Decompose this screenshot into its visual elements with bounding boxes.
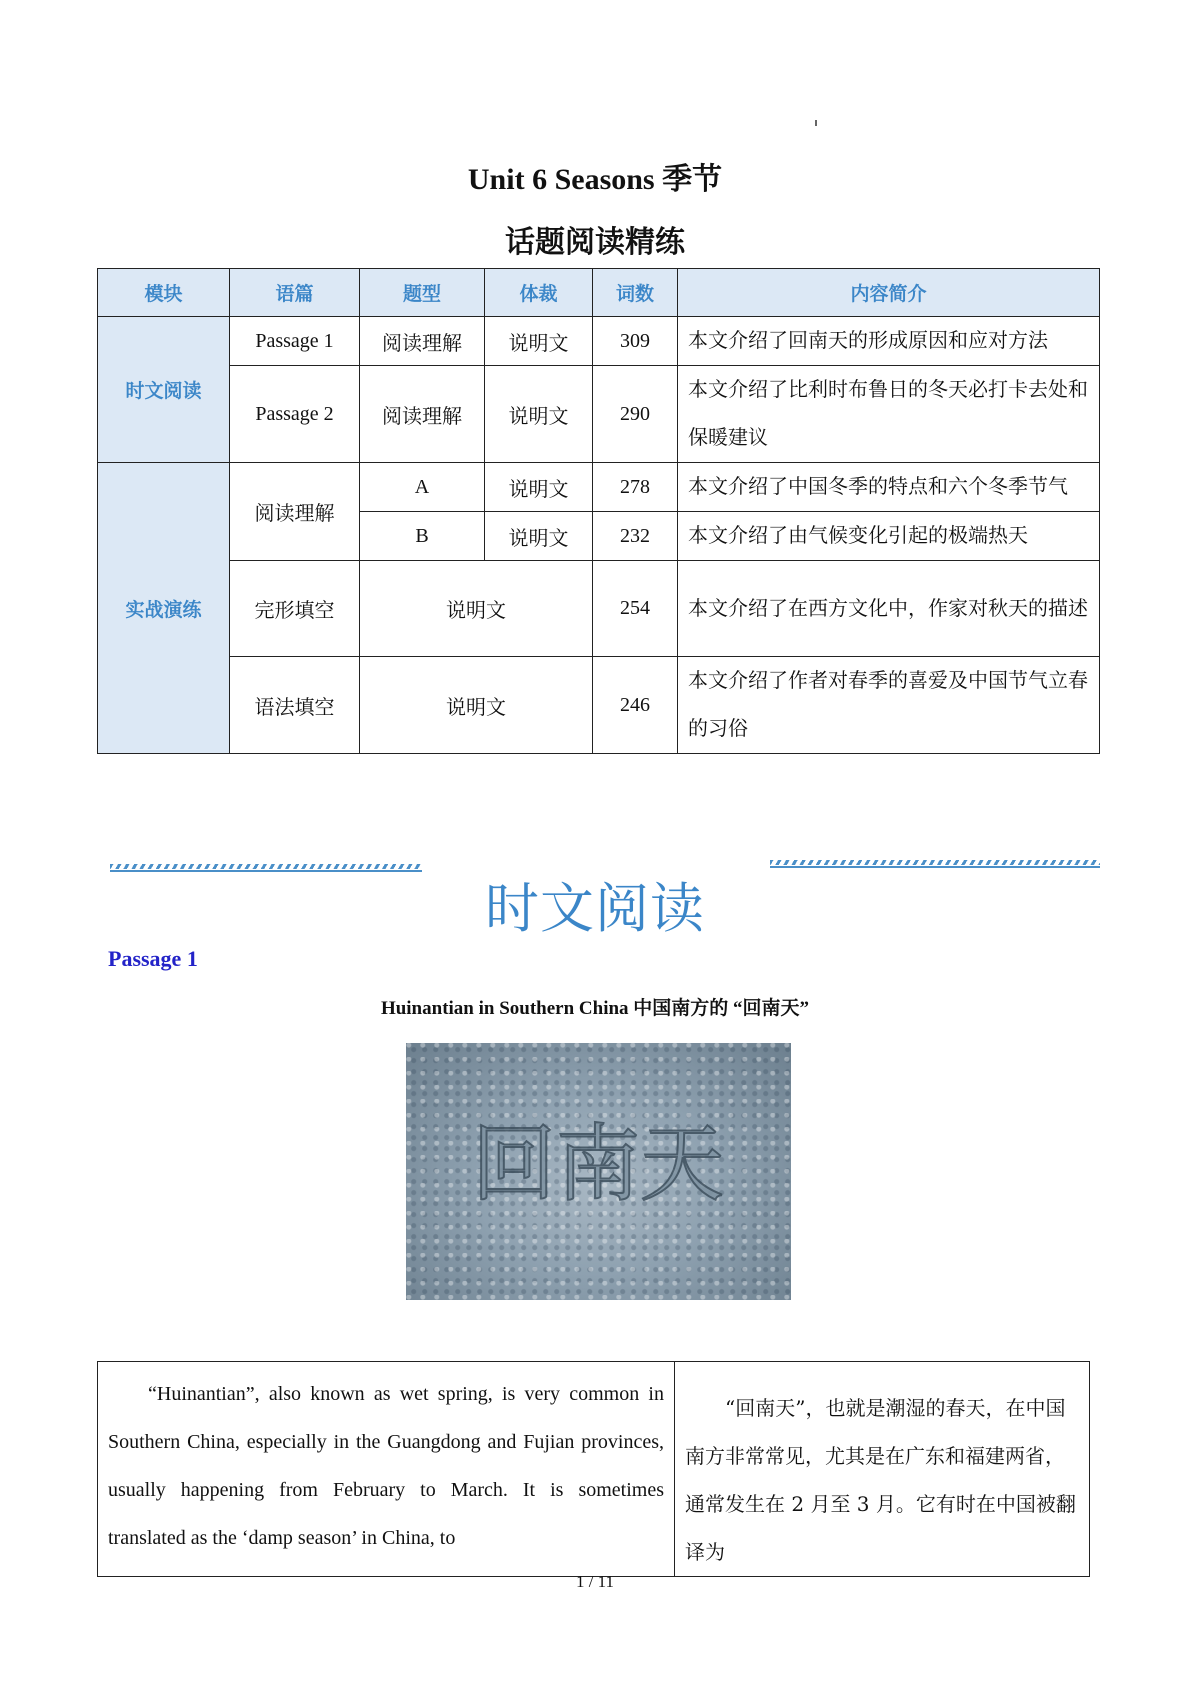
type-cell: B: [360, 512, 485, 561]
table-row: [98, 463, 1100, 512]
fog-lettering: 回南天: [471, 1115, 725, 1213]
genre-cell: 说明文: [485, 512, 593, 561]
passage-cell: 语法填空: [230, 657, 360, 754]
section-banner: [0, 858, 1190, 938]
genre-cell: 说明文: [485, 317, 593, 366]
overview-table: [97, 268, 1100, 754]
type-cell: A: [360, 463, 485, 512]
header-passage: 语篇: [230, 269, 360, 317]
genre-cell: 说明文: [360, 657, 593, 754]
summary-cell: 本文介绍了在西方文化中，作家对秋天的描述: [678, 561, 1100, 657]
words-cell: 254: [593, 561, 678, 657]
passage-cell: Passage 1: [230, 317, 360, 366]
table-row: [98, 1362, 1090, 1577]
words-cell: 278: [593, 463, 678, 512]
table-row: [98, 657, 1100, 754]
summary-cell: 本文介绍了回南天的形成原因和应对方法: [678, 317, 1100, 366]
document-subtitle: 话题阅读精练: [505, 226, 685, 259]
passage-cell: 阅读理解: [230, 463, 360, 561]
header-type: 题型: [360, 269, 485, 317]
page-number: 1 / 11: [575, 1572, 615, 1591]
section-title: 时文阅读: [485, 877, 705, 940]
bilingual-text-table: [97, 1361, 1090, 1577]
summary-cell: 本文介绍了由气候变化引起的极端热天: [678, 512, 1100, 561]
table-row: [98, 561, 1100, 657]
chinese-paragraph: “回南天”，也就是潮湿的春天，在中国南方非常常见，尤其是在广东和福建两省，通常发生在 2 月至 3 月。它有时在中国被翻译为: [675, 1362, 1090, 1577]
header-summary: 内容简介: [678, 269, 1100, 317]
module-cell: 实战演练: [98, 463, 230, 754]
passage-cell: Passage 2: [230, 366, 360, 463]
words-cell: 309: [593, 317, 678, 366]
words-cell: 290: [593, 366, 678, 463]
header-words: 词数: [593, 269, 678, 317]
words-cell: 246: [593, 657, 678, 754]
module-cell: 时文阅读: [98, 317, 230, 463]
passage-title: Huinantian in Southern China 中国南方的 “回南天”: [380, 998, 810, 1019]
passage-cell: 完形填空: [230, 561, 360, 657]
genre-cell: 说明文: [485, 366, 593, 463]
genre-cell: 说明文: [360, 561, 593, 657]
passage-label: Passage 1: [108, 946, 198, 971]
photo-overlay: [406, 1043, 791, 1300]
header-genre: 体裁: [485, 269, 593, 317]
summary-cell: 本文介绍了作者对春季的喜爱及中国节气立春的习俗: [678, 657, 1100, 754]
type-cell: 阅读理解: [360, 317, 485, 366]
foggy-window-photo: [406, 1043, 791, 1300]
summary-cell: 本文介绍了中国冬季的特点和六个冬季节气: [678, 463, 1100, 512]
stray-mark: [815, 120, 817, 126]
table-row: [98, 366, 1100, 463]
words-cell: 232: [593, 512, 678, 561]
header-module: 模块: [98, 269, 230, 317]
unit-title: Unit 6 Seasons 季节: [467, 163, 723, 196]
english-paragraph: “Huinantian”, also known as wet spring, is very common in Southern China, especially in the Guangdong and Fujian provinces, usually happening from February to March. It is sometimes translated as the ‘damp season’ in China, to: [98, 1362, 675, 1577]
summary-cell: 本文介绍了比利时布鲁日的冬天必打卡去处和保暖建议: [678, 366, 1100, 463]
table-row: [98, 317, 1100, 366]
table-header-row: [98, 269, 1100, 317]
type-cell: 阅读理解: [360, 366, 485, 463]
genre-cell: 说明文: [485, 463, 593, 512]
